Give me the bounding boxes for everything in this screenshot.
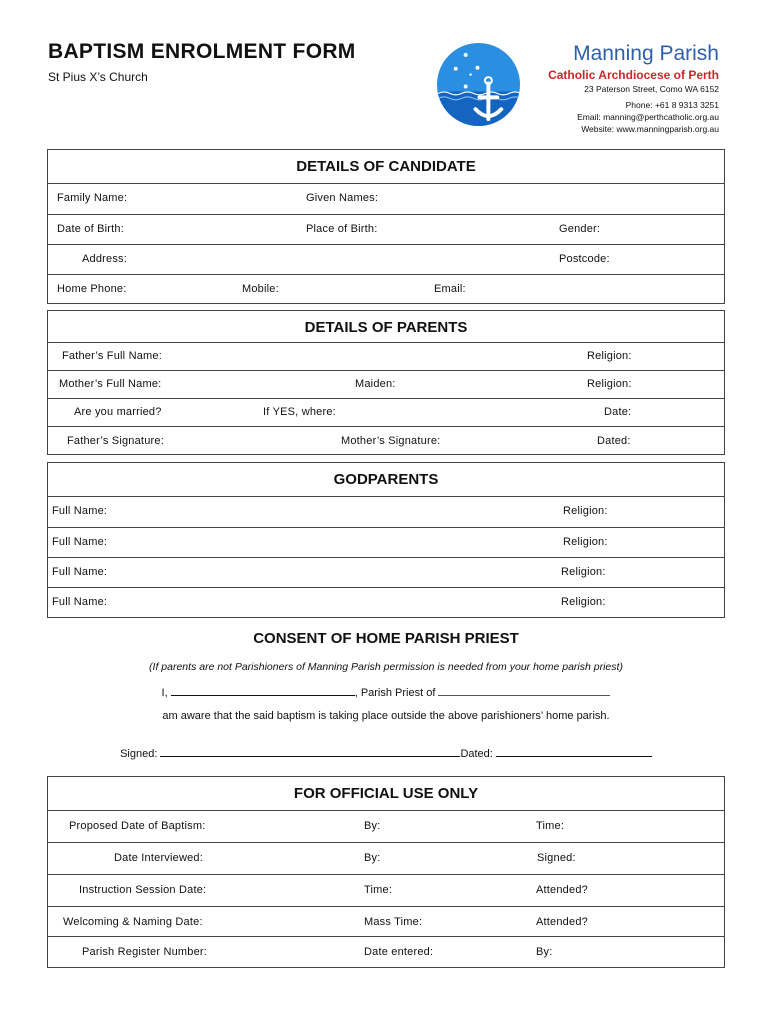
home-phone-field[interactable]: Home Phone: — [57, 283, 127, 295]
priest-signature-input[interactable] — [160, 746, 460, 757]
welcoming-date-field[interactable]: Welcoming & Naming Date: — [63, 916, 203, 928]
maiden-field[interactable]: Maiden: — [355, 378, 396, 390]
married-date-field[interactable]: Date: — [604, 406, 632, 418]
mobile-field[interactable]: Mobile: — [242, 283, 279, 295]
official-section — [47, 776, 725, 968]
candidate-section — [47, 149, 725, 304]
gender-field[interactable]: Gender: — [559, 223, 601, 235]
register-number-field[interactable]: Parish Register Number: — [82, 946, 208, 958]
father-signature-field[interactable]: Father’s Signature: — [67, 435, 164, 447]
godparent-name-field[interactable]: Full Name: — [52, 566, 108, 578]
candidate-heading: DETAILS OF CANDIDATE — [296, 158, 476, 175]
parents-heading: DETAILS OF PARENTS — [304, 319, 468, 336]
i-label: I, — [161, 687, 168, 699]
date-entered-field[interactable]: Date entered: — [364, 946, 434, 958]
parents-section — [47, 310, 725, 455]
instruction-time-field[interactable]: Time: — [364, 884, 393, 896]
official-heading: FOR OFFICIAL USE ONLY — [293, 785, 479, 802]
father-religion-field[interactable]: Religion: — [587, 350, 632, 362]
parish-name: Manning Parish — [573, 42, 719, 65]
parish-priest-of-label: , Parish Priest of — [354, 687, 436, 699]
godparent-religion-field[interactable]: Religion: — [563, 505, 608, 517]
proposed-time-field[interactable]: Time: — [536, 820, 565, 832]
married-where-field[interactable]: If YES, where: — [263, 406, 336, 418]
proposed-date-field[interactable]: Proposed Date of Baptism: — [69, 820, 206, 832]
father-name-field[interactable]: Father’s Full Name: — [62, 350, 162, 362]
signed-line — [47, 746, 725, 760]
mass-time-field[interactable]: Mass Time: — [364, 916, 423, 928]
parish-address: 23 Paterson Street, Como WA 6152 — [584, 84, 719, 94]
entered-by-field[interactable]: By: — [536, 946, 553, 958]
godparent-name-field[interactable]: Full Name: — [52, 536, 108, 548]
godparents-section — [47, 462, 725, 618]
archdiocese-name: Catholic Archdiocese of Perth — [548, 68, 719, 82]
mother-signature-field[interactable]: Mother’s Signature: — [341, 435, 441, 447]
pob-field[interactable]: Place of Birth: — [306, 223, 378, 235]
parish-logo — [436, 42, 521, 127]
godparent-name-field[interactable]: Full Name: — [52, 505, 108, 517]
godparent-religion-field[interactable]: Religion: — [561, 596, 606, 608]
form-title: BAPTISM ENROLMENT FORM — [48, 40, 356, 63]
godparent-religion-field[interactable]: Religion: — [563, 536, 608, 548]
parents-dated-field[interactable]: Dated: — [597, 435, 631, 447]
godparent-religion-field[interactable]: Religion: — [561, 566, 606, 578]
proposed-by-field[interactable]: By: — [364, 820, 381, 832]
consent-note: (If parents are not Parishioners of Manning Parish permission is needed from your home parish priest) — [149, 661, 623, 673]
godparents-heading: GODPARENTS — [333, 471, 439, 488]
welcoming-attended-field[interactable]: Attended? — [536, 916, 588, 928]
church-name: St Pius X’s Church — [48, 70, 148, 84]
interviewed-by-field[interactable]: By: — [364, 852, 381, 864]
home-parish-input[interactable] — [438, 685, 610, 696]
parish-phone: Phone: +61 8 9313 3251 — [625, 100, 719, 110]
priest-line — [47, 685, 725, 699]
godparent-name-field[interactable]: Full Name: — [52, 596, 108, 608]
instruction-attended-field[interactable]: Attended? — [536, 884, 588, 896]
consent-date-input[interactable] — [496, 746, 652, 757]
interviewed-date-field[interactable]: Date Interviewed: — [114, 852, 203, 864]
mother-religion-field[interactable]: Religion: — [587, 378, 632, 390]
consent-dated-label: Dated: — [460, 748, 493, 760]
interviewed-signed-field[interactable]: Signed: — [537, 852, 576, 864]
address-field[interactable]: Address: — [82, 253, 128, 265]
consent-section — [47, 628, 725, 768]
parish-email: Email: manning@perthcatholic.org.au — [577, 112, 719, 122]
priest-name-input[interactable] — [171, 685, 355, 696]
given-names-field[interactable]: Given Names: — [306, 192, 379, 204]
email-field[interactable]: Email: — [434, 283, 466, 295]
married-field[interactable]: Are you married? — [74, 406, 162, 418]
parish-website: Website: www.manningparish.org.au — [581, 124, 719, 134]
instruction-date-field[interactable]: Instruction Session Date: — [79, 884, 207, 896]
signed-label: Signed: — [120, 748, 158, 760]
family-name-field[interactable]: Family Name: — [57, 192, 128, 204]
dob-field[interactable]: Date of Birth: — [57, 223, 124, 235]
postcode-field[interactable]: Postcode: — [559, 253, 610, 265]
consent-statement: am aware that the said baptism is taking place outside the above parishioners’ home parish. — [162, 710, 610, 722]
consent-heading: CONSENT OF HOME PARISH PRIEST — [253, 630, 519, 647]
mother-name-field[interactable]: Mother’s Full Name: — [59, 378, 162, 390]
